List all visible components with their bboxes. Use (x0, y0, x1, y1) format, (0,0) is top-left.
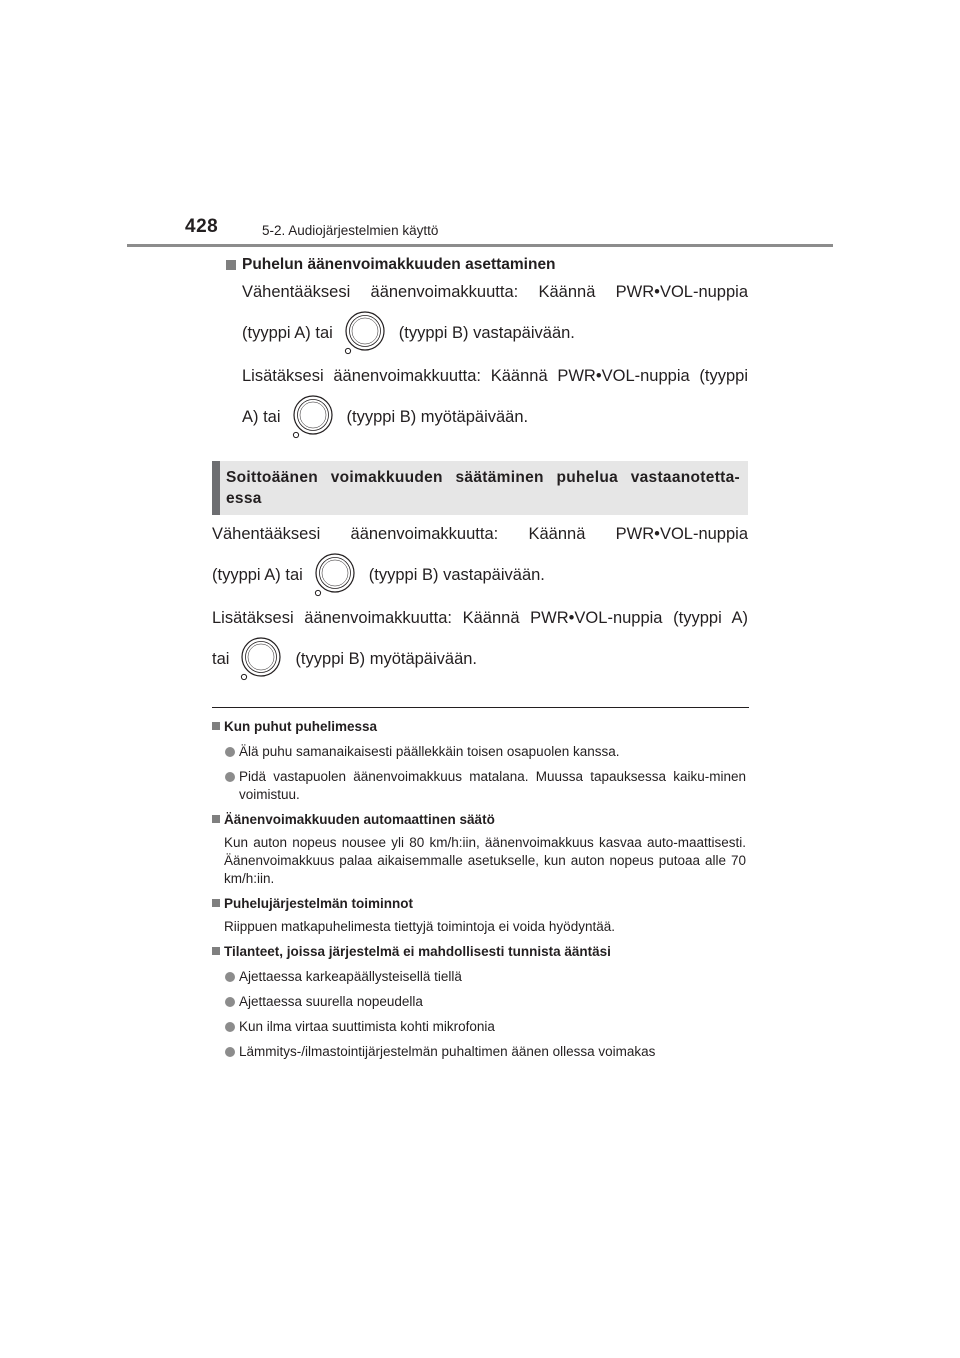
list-item-text: Lämmitys-/ilmastointijärjestelmän puhaltimen äänen ollessa voimakas (239, 1044, 656, 1059)
ring-decrease-post: (tyyppi B) vastapäivään. (368, 565, 545, 584)
list-item (212, 968, 746, 986)
section-square-icon (226, 260, 236, 270)
ring-decrease-pre: (tyyppi A) tai (212, 565, 303, 584)
volume-knob-icon (313, 553, 355, 597)
bullet-dot-icon (225, 997, 235, 1007)
list-item-text: Älä puhu samanaikaisesti päällekkäin toisen osapuolen kanssa. (239, 744, 620, 759)
call-decrease-post: (tyyppi B) vastapäivään. (398, 323, 575, 342)
note-heading-text: Äänenvoimakkuuden automaattinen säätö (224, 812, 495, 827)
note-text-auto-volume: Kun auton nopeus nousee yli 80 km/h:iin, äänenvoimakkuus kasvaa auto-maattisesti. Äänenvoimakkuus palaa aikaisemmalle asetukselle, kun auton nopeus putoaa alle 70 km/h:iin. (224, 835, 746, 886)
note-heading-functions (212, 895, 746, 913)
section-square-icon (212, 899, 220, 907)
note-heading-auto-volume (212, 811, 746, 829)
ring-volume-heading-line1: Soittoäänen voimakkuuden säätäminen puhelua vastaanotetta- (226, 469, 740, 486)
notes-divider (212, 707, 749, 708)
call-decrease-line2 (242, 307, 748, 359)
ring-increase-post: (tyyppi B) myötäpäivään. (295, 649, 478, 668)
bullet-dot-icon (225, 772, 235, 782)
bullet-dot-icon (225, 1047, 235, 1057)
list-item-text: Pidä vastapuolen äänenvoimakkuus matalana. Muussa tapauksessa kaiku-minen voimistuu. (239, 769, 746, 802)
call-volume-heading-text: Puhelun äänenvoimakkuuden asettaminen (242, 256, 556, 273)
main-content (212, 255, 748, 685)
note-heading-text: Tilanteet, joissa järjestelmä ei mahdollisesti tunnista ääntäsi (224, 944, 611, 959)
section-title: 5-2. Audiojärjestelmien käyttö (262, 223, 439, 238)
section-square-icon (212, 947, 220, 955)
call-volume-block (212, 281, 748, 443)
ring-increase-line1: Lisätäksesi äänenvoimakkuutta: Käännä PWR•VOL-nuppia (tyyppi A) (212, 609, 748, 627)
bullet-dot-icon (225, 972, 235, 982)
list-item (212, 743, 746, 761)
list-item (212, 1018, 746, 1036)
note-heading-text: Puhelujärjestelmän toiminnot (224, 896, 414, 911)
note-heading-talking (212, 718, 746, 736)
note-heading-text: Kun puhut puhelimessa (224, 719, 378, 734)
call-increase-pre: A) tai (242, 407, 281, 426)
volume-knob-icon (291, 395, 333, 439)
list-item (212, 993, 746, 1011)
ring-volume-heading (212, 461, 748, 515)
section-square-icon (212, 722, 220, 730)
call-decrease-line1: Vähentääksesi äänenvoimakkuutta: Käännä PWR•VOL-nuppia (242, 283, 748, 301)
call-increase-line1: Lisätäksesi äänenvoimakkuutta: Käännä PWR•VOL-nuppia (tyyppi (242, 367, 748, 385)
list-item-text: Kun ilma virtaa suuttimista kohti mikrofonia (239, 1019, 495, 1034)
volume-knob-icon (343, 311, 385, 355)
list-item (212, 1043, 746, 1061)
ring-volume-block (212, 523, 748, 685)
bullet-dot-icon (225, 747, 235, 757)
section-square-icon (212, 815, 220, 823)
ring-decrease-line1: Vähentääksesi äänenvoimakkuutta: Käännä PWR•VOL-nuppia (212, 525, 748, 543)
notes-section (212, 718, 746, 1061)
list-item (212, 768, 746, 804)
call-increase-post: (tyyppi B) myötäpäivään. (346, 407, 529, 426)
call-increase-line2 (242, 391, 748, 443)
ring-volume-heading-line2: essa (226, 490, 262, 507)
note-heading-recognition (212, 943, 746, 961)
list-item-text: Ajettaessa suurella nopeudella (239, 994, 423, 1009)
ring-decrease-line2 (212, 549, 748, 601)
volume-knob-icon (239, 637, 281, 681)
header-rule (127, 244, 833, 247)
call-volume-heading (212, 255, 748, 275)
bullet-dot-icon (225, 1022, 235, 1032)
page-number: 428 (185, 216, 219, 237)
call-decrease-pre: (tyyppi A) tai (242, 323, 333, 342)
list-item-text: Ajettaessa karkeapäällysteisellä tiellä (239, 969, 462, 984)
ring-increase-pre: tai (212, 649, 230, 668)
note-text-functions: Riippuen matkapuhelimesta tiettyjä toimintoja ei voida hyödyntää. (224, 919, 615, 934)
ring-increase-line2 (212, 633, 748, 685)
